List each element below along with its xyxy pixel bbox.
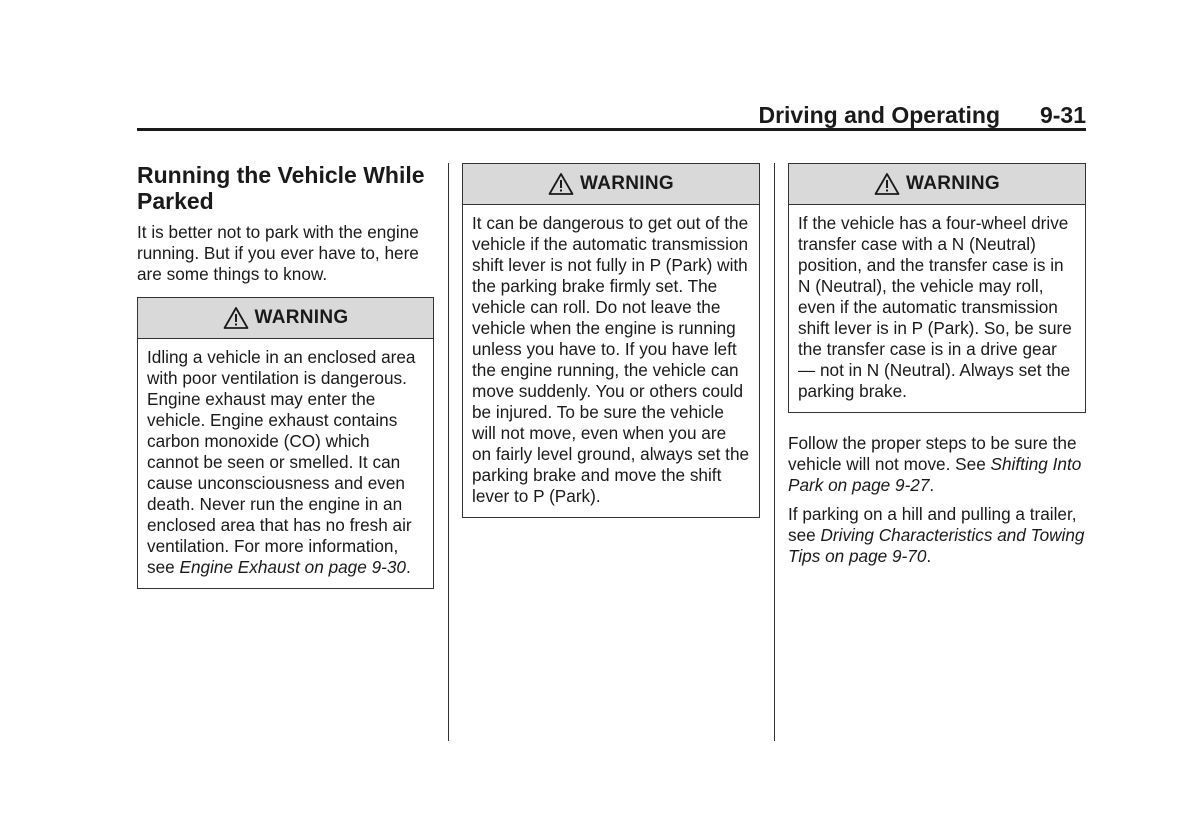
warning-header xyxy=(789,164,1085,205)
page-header xyxy=(137,100,1086,130)
warning-box-park xyxy=(462,163,760,518)
warning-triangle-icon xyxy=(874,172,900,196)
warning-text: If the vehicle has a four-wheel drive transfer case with a N (Neutral) position, and the transfer case is in N (Neutral), the vehicle may roll, even if the automatic transmission shift lever is in P (Park). So, be sure the transfer case is in a drive gear — not in N (Neutral). Always set the parking brake. xyxy=(798,213,1072,401)
followup-paragraph xyxy=(788,433,1086,496)
section-heading: Running the Vehicle While Parked xyxy=(137,162,425,214)
warning-box-exhaust xyxy=(137,297,434,589)
header-page-number: 9-31 xyxy=(1039,102,1086,128)
towing-paragraph xyxy=(788,504,1086,567)
paragraph-tail: . xyxy=(929,475,935,495)
warning-label: WARNING xyxy=(906,173,1000,194)
header-section-title: Driving and Operating xyxy=(758,102,1000,128)
column-1 xyxy=(137,160,434,589)
warning-text: It can be dangerous to get out of the vehicle if the automatic transmission shift lever is not fully in P (Park) with the parking brake firmly set. The vehicle can roll. Do not leave the vehicle when the engine is running unless you have to. If you have left the engine running, the vehicle can move suddenly. You or others could be injured. To be sure the vehicle will not move, even when you are on fairly level ground, always set the parking brake and move the shift lever to P (Park). xyxy=(472,213,750,506)
paragraph-tail: . xyxy=(926,546,932,566)
warning-triangle-icon xyxy=(223,306,249,330)
cross-reference-link[interactable]: Shifting Into Park on page 9-27 xyxy=(788,454,1082,495)
warning-label: WARNING xyxy=(580,173,674,194)
column-2 xyxy=(462,160,760,518)
warning-label: WARNING xyxy=(254,307,349,328)
header-rule xyxy=(137,128,1086,131)
cross-reference-link[interactable]: Driving Characteristics and Towing Tips on page 9-70 xyxy=(788,525,1085,566)
warning-body-tail: . xyxy=(405,557,411,577)
column-divider xyxy=(448,163,449,741)
paragraph-text: If parking on a hill and pulling a trailer, see xyxy=(788,504,1077,545)
warning-body-text: Idling a vehicle in an enclosed area with poor ventilation is dangerous. Engine exhaust may enter the vehicle. Engine exhaust contains carbon monoxide (CO) which cannot be seen or smelled. It can cause unconsciousness and even death. Never run the engine in an enclosed area that has no fresh air ventilation. For more information, see xyxy=(147,347,416,577)
warning-triangle-icon xyxy=(548,172,574,196)
column-3 xyxy=(788,160,1086,575)
column-divider xyxy=(774,163,775,741)
warning-box-transfer-case xyxy=(788,163,1086,413)
warning-text xyxy=(138,339,433,588)
warning-header xyxy=(463,164,759,205)
warning-header xyxy=(138,298,433,339)
cross-reference-link[interactable]: Engine Exhaust on page 9-30 xyxy=(179,557,406,577)
intro-paragraph: It is better not to park with the engine running. But if you ever have to, here are some things to know. xyxy=(137,222,419,284)
paragraph-text: Follow the proper steps to be sure the vehicle will not move. See xyxy=(788,433,1077,474)
